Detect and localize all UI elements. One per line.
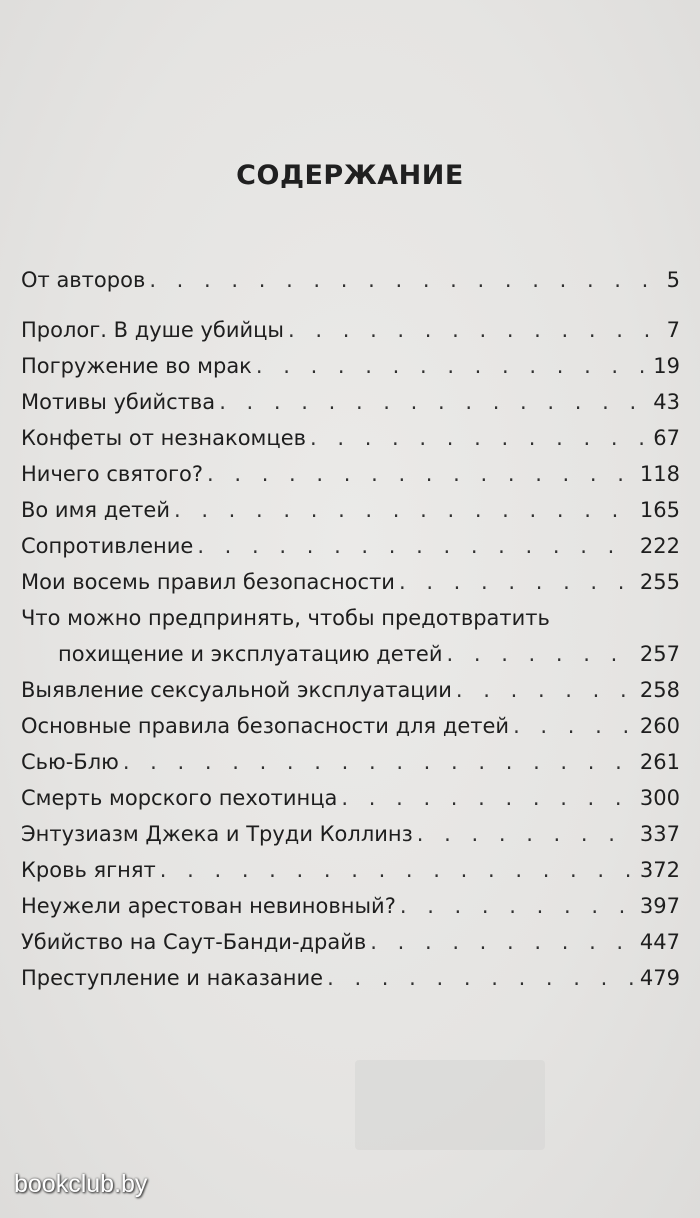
- toc-entry-title: Смерть морского пехотинца: [21, 786, 338, 810]
- toc-entry-title: От авторов: [21, 268, 146, 292]
- toc-entry-title: Пролог. В душе убийцы: [21, 318, 285, 342]
- toc-entry-title: Ничего святого?: [21, 462, 203, 486]
- toc-entry: [21, 420, 680, 456]
- dot-leader: [219, 384, 649, 420]
- toc-entry-page: 43: [653, 390, 680, 414]
- toc-entry: [21, 960, 680, 996]
- dot-leader: [256, 348, 649, 384]
- toc-entry-title: Энтузиазм Джека и Труди Коллинз: [21, 822, 413, 846]
- toc-entry: [21, 780, 680, 816]
- toc-entry-title: Погружение во мрак: [21, 354, 252, 378]
- toc-entry-page: 260: [639, 714, 680, 738]
- toc-entry-page: 337: [639, 822, 680, 846]
- dot-leader: [456, 672, 636, 708]
- toc-entry-title: Мотивы убийства: [21, 390, 216, 414]
- toc-entry-page: 479: [639, 966, 680, 990]
- toc-entry: [21, 456, 680, 492]
- dot-leader: [513, 708, 636, 744]
- toc-entry-page: 257: [639, 642, 680, 666]
- toc-entry-page: 118: [639, 462, 680, 486]
- dot-leader: [123, 744, 636, 780]
- toc-entry-page: 372: [639, 858, 680, 882]
- toc-entry-page: 397: [639, 894, 680, 918]
- toc-entry-title: Сопротивление: [21, 534, 194, 558]
- toc-entry: [21, 924, 680, 960]
- toc-entry: [21, 528, 680, 564]
- toc-entry: [21, 312, 680, 348]
- site-watermark: bookclub.by: [14, 1170, 148, 1198]
- toc-entry: [21, 492, 680, 528]
- toc-entry-page: 67: [653, 426, 680, 450]
- toc-entry-line: [21, 600, 680, 636]
- toc-entry-page: 258: [639, 678, 680, 702]
- toc-entry-title: Основные правила безопасности для детей: [21, 714, 510, 738]
- dot-leader: [197, 528, 636, 564]
- dot-leader: [400, 888, 636, 924]
- toc-entry-page: 222: [639, 534, 680, 558]
- toc-entry: [21, 384, 680, 420]
- toc-entry: [21, 262, 680, 298]
- toc-entry-page: 447: [639, 930, 680, 954]
- dot-leader: [310, 420, 649, 456]
- toc-entry: [21, 600, 680, 672]
- toc-entry: [21, 816, 680, 852]
- toc-entry-title: Во имя детей: [21, 498, 170, 522]
- toc-entry: [21, 348, 680, 384]
- toc-entry-title: Сью-Блю: [21, 750, 119, 774]
- toc-entry-line: [21, 636, 680, 672]
- dot-leader: [160, 852, 636, 888]
- toc-entry: [21, 708, 680, 744]
- dot-leader: [417, 816, 636, 852]
- table-of-contents: [21, 262, 680, 996]
- dot-leader: [327, 960, 636, 996]
- bleed-through-mark: [355, 1060, 545, 1150]
- toc-entry-page: 7: [666, 318, 680, 342]
- dot-leader: [399, 564, 636, 600]
- toc-entry-title: Конфеты от незнакомцев: [21, 426, 306, 450]
- toc-entry: [21, 564, 680, 600]
- dot-leader: [370, 924, 636, 960]
- toc-entry-title: Неужели арестован невиновный?: [21, 894, 396, 918]
- dot-leader: [149, 262, 662, 298]
- toc-entry-title: Что можно предпринять, чтобы предотвратить: [21, 606, 550, 630]
- page-title: СОДЕРЖАНИЕ: [236, 160, 464, 191]
- dot-leader: [341, 780, 636, 816]
- dot-leader: [447, 636, 636, 672]
- toc-entry-page: 5: [666, 268, 680, 292]
- toc-entry: [21, 888, 680, 924]
- toc-entry-title: Кровь ягнят: [21, 858, 156, 882]
- toc-entry-title: Преступление и наказание: [21, 966, 324, 990]
- toc-entry-page: 300: [639, 786, 680, 810]
- dot-leader: [207, 456, 636, 492]
- toc-entry: [21, 852, 680, 888]
- toc-entry-title: Мои восемь правил безопасности: [21, 570, 395, 594]
- toc-entry-title-continued: похищение и эксплуатацию детей: [58, 642, 443, 666]
- toc-entry-page: 255: [639, 570, 680, 594]
- toc-entry: [21, 744, 680, 780]
- toc-entry-page: 165: [639, 498, 680, 522]
- toc-entry-title: Убийство на Саут-Банди-драйв: [21, 930, 367, 954]
- toc-entry-page: 19: [653, 354, 680, 378]
- toc-entry-title: Выявление сексуальной эксплуатации: [21, 678, 452, 702]
- toc-entry-page: 261: [639, 750, 680, 774]
- dot-leader: [288, 312, 663, 348]
- dot-leader: [174, 492, 636, 528]
- toc-entry: [21, 672, 680, 708]
